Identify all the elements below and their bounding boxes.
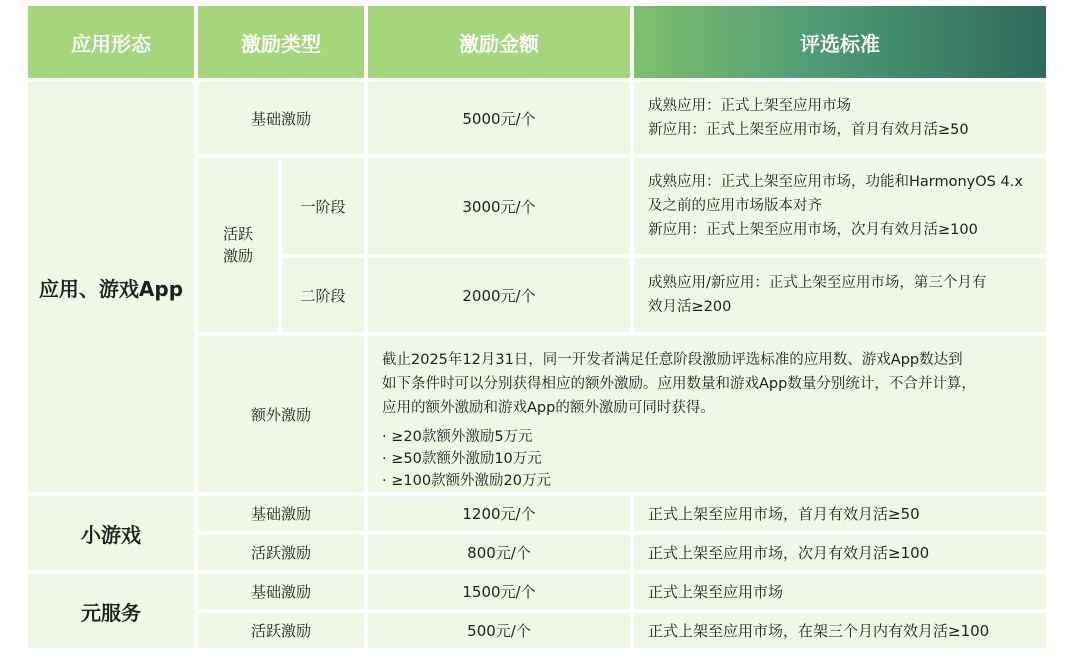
criteria-mini-basic [634, 496, 1046, 531]
extra-list-item: · ≥100款额外激励20万元 [382, 473, 551, 489]
criteria-line: 正式上架至应用市场，在架三个月内有效月活≥100 [648, 622, 990, 640]
amount-basic [368, 82, 630, 154]
criteria-line: 成熟应用：正式上架至应用市场，功能和HarmonyOS 4.x [648, 174, 1023, 190]
criteria-line: 成熟应用：正式上架至应用市场 [648, 98, 851, 114]
criteria-line: 成熟应用/新应用：正式上架至应用市场，第三个月有 [648, 275, 987, 291]
type-label: 激励 [222, 247, 253, 265]
criteria-line: 新应用：正式上架至应用市场，首月有效月活≥50 [648, 122, 969, 138]
type-label: 活跃 [222, 225, 253, 243]
amount-meta-active [368, 613, 630, 648]
extra-list-item: · ≥50款额外激励10万元 [382, 451, 542, 467]
amount-label: 800元/个 [467, 544, 531, 562]
extra-list-item: · ≥20款额外激励5万元 [382, 429, 533, 445]
extra-text-line: 应用的额外激励和游戏App的额外激励可同时获得。 [382, 400, 715, 416]
amount-stage-2 [368, 258, 630, 332]
amount-label: 5000元/个 [462, 109, 536, 128]
stage-1 [282, 158, 364, 254]
criteria-mini-active [634, 535, 1046, 570]
criteria-stage-2 [634, 258, 1046, 332]
criteria-stage-1 [634, 158, 1046, 254]
type-basic [198, 82, 364, 154]
form-label: 应用、游戏App [38, 276, 184, 301]
header-label: 评选标准 [800, 31, 880, 56]
header-app-form [28, 6, 194, 78]
extra-text-line: 如下条件时可以分别获得相应的额外激励。应用数量和游戏App数量分别统计，不合并计算， [382, 376, 976, 392]
type-label: 基础激励 [250, 505, 311, 523]
criteria-meta-basic [634, 574, 1046, 609]
criteria-basic [634, 82, 1046, 154]
criteria-meta-active [634, 613, 1046, 648]
criteria-line: 正式上架至应用市场 [648, 583, 784, 601]
header-criteria [634, 6, 1046, 78]
type-mini-active [198, 535, 364, 570]
amount-stage-1 [368, 158, 630, 254]
type-meta-basic [198, 574, 364, 609]
extra-list [382, 426, 551, 492]
stage-2 [282, 258, 364, 332]
criteria-line: 效月活≥200 [648, 299, 732, 315]
criteria-extra [368, 336, 1046, 492]
amount-label: 1500元/个 [462, 583, 536, 601]
type-extra [198, 336, 364, 492]
header-label: 激励类型 [241, 31, 321, 56]
header-incentive-amount [368, 6, 630, 78]
form-mini-game [28, 496, 194, 570]
criteria-line: 新应用：正式上架至应用市场，次月有效月活≥100 [648, 222, 978, 238]
type-label: 基础激励 [250, 583, 311, 601]
type-label: 基础激励 [250, 109, 311, 128]
extra-text-line: 截止2025年12月31日，同一开发者满足任意阶段激励评选标准的应用数、游戏App数达到 [382, 352, 963, 368]
header-label: 激励金额 [459, 31, 539, 56]
amount-mini-active [368, 535, 630, 570]
stage-label: 二阶段 [300, 286, 346, 305]
form-app-game [28, 82, 194, 492]
type-label: 活跃激励 [250, 544, 311, 562]
amount-label: 2000元/个 [462, 286, 536, 305]
criteria-line: 正式上架至应用市场，次月有效月活≥100 [648, 544, 930, 562]
type-label: 活跃激励 [250, 622, 311, 640]
header-incentive-type [198, 6, 364, 78]
amount-label: 1200元/个 [462, 505, 536, 523]
stage-label: 一阶段 [300, 197, 346, 216]
amount-label: 3000元/个 [462, 197, 536, 216]
type-label: 额外激励 [250, 405, 311, 424]
amount-mini-basic [368, 496, 630, 531]
header-label: 应用形态 [71, 31, 151, 56]
amount-meta-basic [368, 574, 630, 609]
type-active [198, 158, 278, 332]
form-meta-service [28, 574, 194, 648]
form-label: 小游戏 [81, 522, 141, 547]
amount-label: 500元/个 [467, 622, 531, 640]
criteria-line: 正式上架至应用市场，首月有效月活≥50 [648, 505, 920, 523]
type-meta-active [198, 613, 364, 648]
type-mini-basic [198, 496, 364, 531]
criteria-line: 及之前的应用市场版本对齐 [648, 198, 822, 214]
form-label: 元服务 [81, 600, 141, 625]
